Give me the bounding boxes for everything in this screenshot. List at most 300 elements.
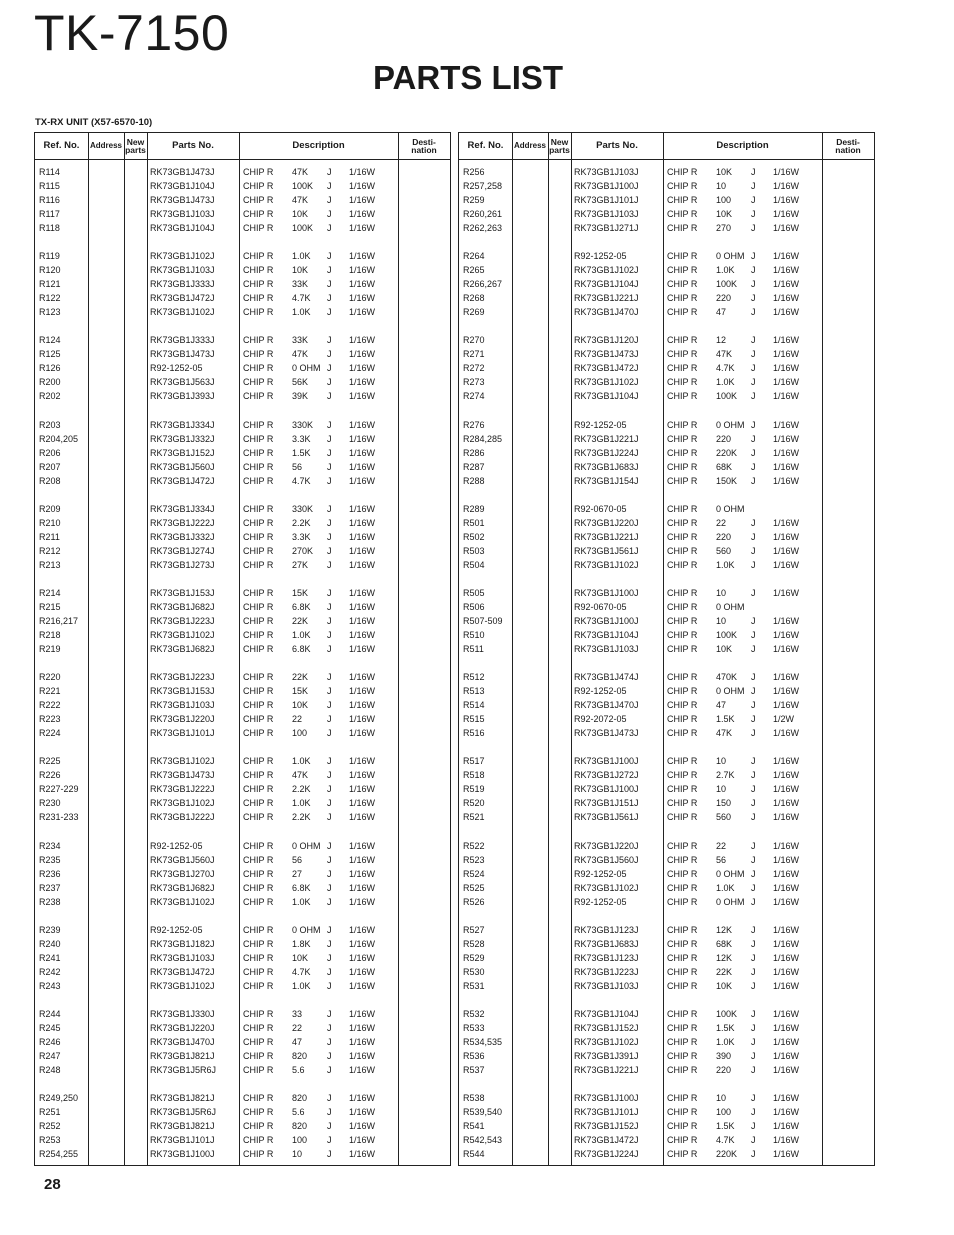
ref-no: R265 — [463, 265, 485, 276]
table-row — [35, 1007, 450, 1021]
part-value: 22 — [292, 1022, 303, 1033]
ref-no: R518 — [463, 770, 485, 781]
tolerance: J — [751, 840, 756, 851]
parts-no: RK73GB1J334J — [150, 503, 215, 514]
tolerance: J — [751, 1008, 756, 1019]
part-value: 68K — [716, 461, 733, 472]
part-type: CHIP R — [243, 279, 274, 290]
header-new-parts — [124, 133, 147, 159]
part-type: CHIP R — [667, 503, 698, 514]
part-type: CHIP R — [667, 251, 698, 262]
part-value: 10 — [716, 181, 727, 191]
part-type: CHIP R — [243, 419, 274, 430]
parts-no: RK73GB1J100J — [574, 756, 639, 767]
parts-no: RK73GB1J472J — [574, 1135, 639, 1146]
part-type: CHIP R — [667, 377, 698, 388]
tolerance: J — [751, 559, 756, 570]
wattage: 1/16W — [349, 531, 376, 542]
wattage: 1/16W — [773, 798, 800, 809]
wattage: 1/16W — [349, 461, 376, 472]
part-value: 4.7K — [292, 966, 311, 977]
table-row — [459, 614, 874, 628]
table-row — [459, 249, 874, 263]
wattage: 1/16W — [349, 601, 376, 612]
part-type: CHIP R — [243, 672, 274, 683]
parts-no: RK73GB1J101J — [574, 1107, 639, 1118]
tolerance: J — [751, 714, 756, 725]
part-type: CHIP R — [667, 223, 698, 233]
table-row — [35, 418, 450, 432]
wattage: 1/16W — [773, 784, 800, 795]
ref-no: R200 — [39, 377, 61, 388]
parts-no: RK73GB1J334J — [150, 419, 215, 430]
part-value: 0 OHM — [716, 419, 745, 430]
table-row — [459, 937, 874, 951]
tolerance: J — [327, 1008, 332, 1019]
ref-no: R206 — [39, 447, 61, 458]
ref-no: R287 — [463, 461, 485, 472]
tolerance: J — [751, 643, 756, 654]
table-row — [459, 1021, 874, 1035]
part-type: CHIP R — [667, 587, 698, 598]
part-value: 0 OHM — [716, 868, 745, 879]
parts-no: R92-2072-05 — [574, 714, 627, 725]
ref-no: R241 — [39, 952, 61, 963]
tolerance: J — [751, 209, 756, 219]
part-value: 220 — [716, 433, 732, 444]
wattage: 1/16W — [349, 559, 376, 570]
tolerance: J — [327, 307, 332, 318]
table-row — [35, 895, 450, 909]
table-row — [459, 881, 874, 895]
wattage: 1/16W — [349, 223, 376, 233]
parts-no: RK73GB1J102J — [150, 896, 215, 907]
wattage: 1/16W — [773, 335, 800, 346]
parts-no: RK73GB1J332J — [150, 531, 215, 542]
wattage: 1/16W — [773, 1093, 800, 1104]
tolerance: J — [751, 363, 756, 374]
tolerance: J — [751, 447, 756, 458]
part-value: 33 — [292, 1008, 303, 1019]
ref-no: R271 — [463, 349, 485, 360]
row-group — [459, 165, 874, 249]
part-value: 6.8K — [292, 601, 311, 612]
parts-no: RK73GB1J103J — [574, 167, 639, 177]
part-value: 470K — [716, 672, 738, 683]
ref-no: R542,543 — [463, 1135, 503, 1146]
tolerance: J — [327, 601, 332, 612]
parts-no: RK73GB1J472J — [150, 475, 215, 486]
part-value: 56 — [292, 461, 303, 472]
part-type: CHIP R — [243, 686, 274, 697]
parts-no: RK73GB1J821J — [150, 1050, 215, 1061]
part-type: CHIP R — [667, 1050, 698, 1061]
parts-no: RK73GB1J5R6J — [150, 1064, 217, 1075]
wattage: 1/16W — [349, 349, 376, 360]
row-group — [35, 586, 450, 670]
part-value: 1.0K — [292, 896, 311, 907]
part-type: CHIP R — [243, 924, 274, 935]
part-value: 10 — [716, 1093, 727, 1104]
table-row — [35, 698, 450, 712]
table-row — [35, 754, 450, 768]
part-type: CHIP R — [667, 770, 698, 781]
part-type: CHIP R — [667, 643, 698, 654]
wattage: 1/16W — [773, 251, 800, 262]
parts-no: RK73GB1J104J — [150, 223, 215, 233]
wattage: 1/16W — [773, 517, 800, 528]
parts-no: RK73GB1J220J — [574, 517, 639, 528]
part-value: 0 OHM — [716, 251, 745, 262]
parts-no: RK73GB1J682J — [150, 643, 215, 654]
parts-no: RK73GB1J221J — [574, 1064, 639, 1075]
ref-no: R266,267 — [463, 279, 503, 290]
tolerance: J — [327, 1036, 332, 1047]
table-row — [35, 474, 450, 488]
table-row — [459, 1119, 874, 1133]
tolerance: J — [751, 1121, 756, 1132]
part-type: CHIP R — [667, 1107, 698, 1118]
part-type: CHIP R — [667, 798, 698, 809]
ref-no: R225 — [39, 756, 61, 767]
table-row — [35, 951, 450, 965]
part-value: 3.3K — [292, 433, 311, 444]
part-type: CHIP R — [243, 1107, 274, 1118]
tolerance: J — [751, 1135, 756, 1146]
table-row — [459, 530, 874, 544]
part-value: 0 OHM — [716, 896, 745, 907]
tolerance: J — [751, 265, 756, 276]
table-row — [35, 979, 450, 993]
part-value: 270K — [292, 545, 314, 556]
wattage: 1/16W — [773, 419, 800, 430]
ref-no: R519 — [463, 784, 485, 795]
parts-no: RK73GB1J682J — [150, 601, 215, 612]
part-type: CHIP R — [667, 475, 698, 486]
tolerance: J — [327, 629, 332, 640]
wattage: 1/16W — [773, 349, 800, 360]
part-type: CHIP R — [667, 784, 698, 795]
page-number: 28 — [44, 1176, 61, 1193]
ref-no: R527 — [463, 924, 485, 935]
tolerance: J — [751, 854, 756, 865]
table-row — [459, 516, 874, 530]
tolerance: J — [327, 181, 332, 191]
ref-no: R530 — [463, 966, 485, 977]
parts-no: RK73GB1J223J — [574, 966, 639, 977]
ref-no: R506 — [463, 601, 485, 612]
parts-no: R92-1252-05 — [574, 419, 627, 430]
part-type: CHIP R — [243, 784, 274, 795]
table-row — [35, 768, 450, 782]
table-row — [35, 712, 450, 726]
table-row — [35, 810, 450, 824]
part-type: CHIP R — [667, 896, 698, 907]
parts-no: RK73GB1J821J — [150, 1093, 215, 1104]
part-value: 10K — [292, 952, 309, 963]
tolerance: J — [751, 223, 756, 233]
parts-no: RK73GB1J472J — [150, 966, 215, 977]
table-row — [35, 277, 450, 291]
tolerance: J — [751, 952, 756, 963]
part-value: 10K — [716, 643, 733, 654]
ref-no: R211 — [39, 531, 60, 542]
part-value: 22K — [292, 615, 309, 626]
tolerance: J — [327, 952, 332, 963]
part-value: 15K — [292, 686, 309, 697]
part-value: 560 — [716, 812, 732, 823]
table-row — [35, 796, 450, 810]
wattage: 1/16W — [773, 391, 800, 402]
part-type: CHIP R — [667, 209, 698, 219]
parts-no: RK73GB1J102J — [150, 798, 215, 809]
part-type: CHIP R — [243, 195, 274, 205]
part-value: 47K — [292, 195, 309, 205]
part-value: 820 — [292, 1093, 308, 1104]
table-row — [35, 361, 450, 375]
part-value: 2.2K — [292, 812, 311, 823]
part-value: 10K — [716, 167, 733, 177]
ref-no: R124 — [39, 335, 61, 346]
wattage: 1/16W — [349, 419, 376, 430]
wattage: 1/16W — [773, 938, 800, 949]
part-value: 150K — [716, 475, 738, 486]
wattage: 1/16W — [773, 896, 800, 907]
table-row — [459, 544, 874, 558]
wattage: 1/16W — [349, 615, 376, 626]
tolerance: J — [751, 293, 756, 304]
ref-no: R276 — [463, 419, 485, 430]
wattage: 1/16W — [773, 461, 800, 472]
wattage: 1/16W — [349, 798, 376, 809]
part-value: 100K — [292, 223, 314, 233]
table-row — [35, 291, 450, 305]
part-value: 15K — [292, 587, 309, 598]
wattage: 1/16W — [773, 629, 800, 640]
parts-no: RK73GB1J222J — [150, 812, 215, 823]
part-value: 10K — [292, 209, 309, 219]
tolerance: J — [327, 784, 332, 795]
header-ref-no: Ref. No. — [43, 140, 80, 151]
part-type: CHIP R — [243, 1121, 274, 1132]
table-row — [459, 839, 874, 853]
part-value: 330K — [292, 419, 314, 430]
ref-no: R526 — [463, 896, 485, 907]
tolerance: J — [327, 1064, 332, 1075]
tolerance: J — [327, 587, 332, 598]
header-new-parts-line1: New — [550, 137, 569, 147]
wattage: 1/16W — [773, 1008, 800, 1019]
row-group — [35, 923, 450, 1007]
part-value: 22 — [716, 517, 727, 528]
header-parts-no: Parts No. — [596, 140, 638, 151]
wattage: 1/16W — [773, 1064, 800, 1075]
part-type: CHIP R — [667, 167, 698, 177]
tolerance: J — [327, 924, 332, 935]
parts-no: R92-1252-05 — [150, 363, 203, 374]
table-row — [459, 1007, 874, 1021]
table-row — [459, 867, 874, 881]
ref-no: R210 — [39, 517, 61, 528]
table-row — [459, 979, 874, 993]
tolerance: J — [327, 728, 332, 739]
wattage: 1/16W — [773, 181, 800, 191]
ref-no: R231-233 — [39, 812, 79, 823]
row-group — [459, 502, 874, 586]
tolerance: J — [327, 265, 332, 276]
part-type: CHIP R — [667, 265, 698, 276]
parts-no: RK73GB1J220J — [150, 1022, 215, 1033]
wattage: 1/16W — [773, 209, 800, 219]
part-type: CHIP R — [667, 293, 698, 304]
ref-no: R237 — [39, 882, 61, 893]
parts-no: RK73GB1J271J — [574, 223, 639, 233]
part-type: CHIP R — [243, 643, 274, 654]
wattage: 1/16W — [349, 587, 376, 598]
part-value: 4.7K — [716, 1135, 735, 1146]
part-type: CHIP R — [667, 1093, 698, 1104]
wattage: 1/16W — [773, 1149, 800, 1160]
ref-no: R209 — [39, 503, 61, 514]
part-type: CHIP R — [243, 545, 274, 556]
part-type: CHIP R — [667, 1008, 698, 1019]
ref-no: R257,258 — [463, 181, 503, 191]
table-row — [459, 474, 874, 488]
tolerance: J — [327, 475, 332, 486]
table-row — [459, 179, 874, 193]
ref-no: R517 — [463, 756, 485, 767]
tolerance: J — [751, 784, 756, 795]
tolerance: J — [751, 1022, 756, 1033]
parts-no: RK73GB1J153J — [150, 686, 215, 697]
table-row — [35, 853, 450, 867]
parts-no: RK73GB1J103J — [574, 643, 639, 654]
tolerance: J — [327, 545, 332, 556]
part-value: 47K — [292, 349, 309, 360]
table-header — [459, 133, 874, 160]
row-group — [35, 754, 450, 838]
wattage: 1/16W — [773, 559, 800, 570]
wattage: 1/16W — [349, 1135, 376, 1146]
ref-no: R204,205 — [39, 433, 79, 444]
part-value: 2.2K — [292, 517, 311, 528]
ref-no: R123 — [39, 307, 61, 318]
tolerance: J — [751, 181, 756, 191]
table-row — [35, 1021, 450, 1035]
part-value: 4.7K — [292, 293, 311, 304]
wattage: 1/16W — [349, 517, 376, 528]
parts-no: RK73GB1J821J — [150, 1121, 215, 1132]
part-value: 1.5K — [292, 447, 311, 458]
wattage: 1/16W — [773, 531, 800, 542]
ref-no: R246 — [39, 1036, 61, 1047]
header-destination-line1: Desti- — [412, 137, 436, 147]
part-type: CHIP R — [667, 461, 698, 472]
wattage: 1/16W — [349, 966, 376, 977]
table-row — [459, 895, 874, 909]
table-row — [459, 221, 874, 235]
part-value: 100K — [716, 391, 738, 402]
table-row — [459, 165, 874, 179]
ref-no: R525 — [463, 882, 485, 893]
ref-no: R513 — [463, 686, 485, 697]
row-group — [459, 923, 874, 1007]
parts-no: RK73GB1J272J — [574, 770, 639, 781]
part-value: 220K — [716, 1149, 738, 1160]
tolerance: J — [751, 391, 756, 402]
part-value: 47K — [716, 728, 733, 739]
wattage: 1/16W — [773, 966, 800, 977]
part-type: CHIP R — [243, 461, 274, 472]
wattage: 1/16W — [773, 279, 800, 290]
part-value: 820 — [292, 1050, 308, 1061]
row-group — [35, 839, 450, 923]
part-value: 2.2K — [292, 784, 311, 795]
table-row — [35, 1049, 450, 1063]
parts-no: RK73GB1J103J — [150, 952, 215, 963]
wattage: 1/16W — [773, 293, 800, 304]
table-row — [459, 291, 874, 305]
ref-no: R531 — [463, 980, 485, 991]
parts-no: RK73GB1J104J — [574, 391, 639, 402]
row-group — [459, 586, 874, 670]
part-type: CHIP R — [667, 181, 698, 191]
table-row — [459, 446, 874, 460]
header-description: Description — [716, 140, 769, 151]
ref-no: R118 — [39, 223, 60, 233]
ref-no: R252 — [39, 1121, 61, 1132]
ref-no: R248 — [39, 1064, 61, 1075]
tolerance: J — [327, 868, 332, 879]
table-row — [459, 333, 874, 347]
part-type: CHIP R — [667, 1121, 698, 1132]
tolerance: J — [751, 700, 756, 711]
parts-no: RK73GB1J224J — [574, 1149, 639, 1160]
table-row — [35, 179, 450, 193]
table-row — [35, 614, 450, 628]
parts-no: RK73GB1J104J — [574, 629, 639, 640]
part-type: CHIP R — [667, 1135, 698, 1146]
parts-no: RK73GB1J220J — [150, 714, 215, 725]
parts-no: RK73GB1J563J — [150, 377, 215, 388]
wattage: 1/16W — [349, 938, 376, 949]
part-type: CHIP R — [243, 601, 274, 612]
ref-no: R284,285 — [463, 433, 503, 444]
part-type: CHIP R — [667, 868, 698, 879]
wattage: 1/16W — [773, 615, 800, 626]
wattage: 1/16W — [349, 980, 376, 991]
table-row — [459, 207, 874, 221]
wattage: 1/16W — [349, 1008, 376, 1019]
part-value: 1.8K — [292, 938, 311, 949]
part-type: CHIP R — [667, 924, 698, 935]
ref-no: R536 — [463, 1050, 485, 1061]
tolerance: J — [751, 1050, 756, 1061]
ref-no: R247 — [39, 1050, 61, 1061]
ref-no: R219 — [39, 643, 61, 654]
wattage: 1/16W — [773, 672, 800, 683]
table-row — [35, 684, 450, 698]
header-ref-no: Ref. No. — [467, 140, 504, 151]
parts-no: RK73GB1J470J — [574, 307, 639, 318]
tolerance: J — [327, 293, 332, 304]
part-value: 1.0K — [292, 251, 311, 262]
part-type: CHIP R — [667, 966, 698, 977]
ref-no: R289 — [463, 503, 485, 514]
parts-no: RK73GB1J224J — [574, 447, 639, 458]
parts-no: RK73GB1J273J — [150, 559, 215, 570]
ref-no: R515 — [463, 714, 485, 725]
